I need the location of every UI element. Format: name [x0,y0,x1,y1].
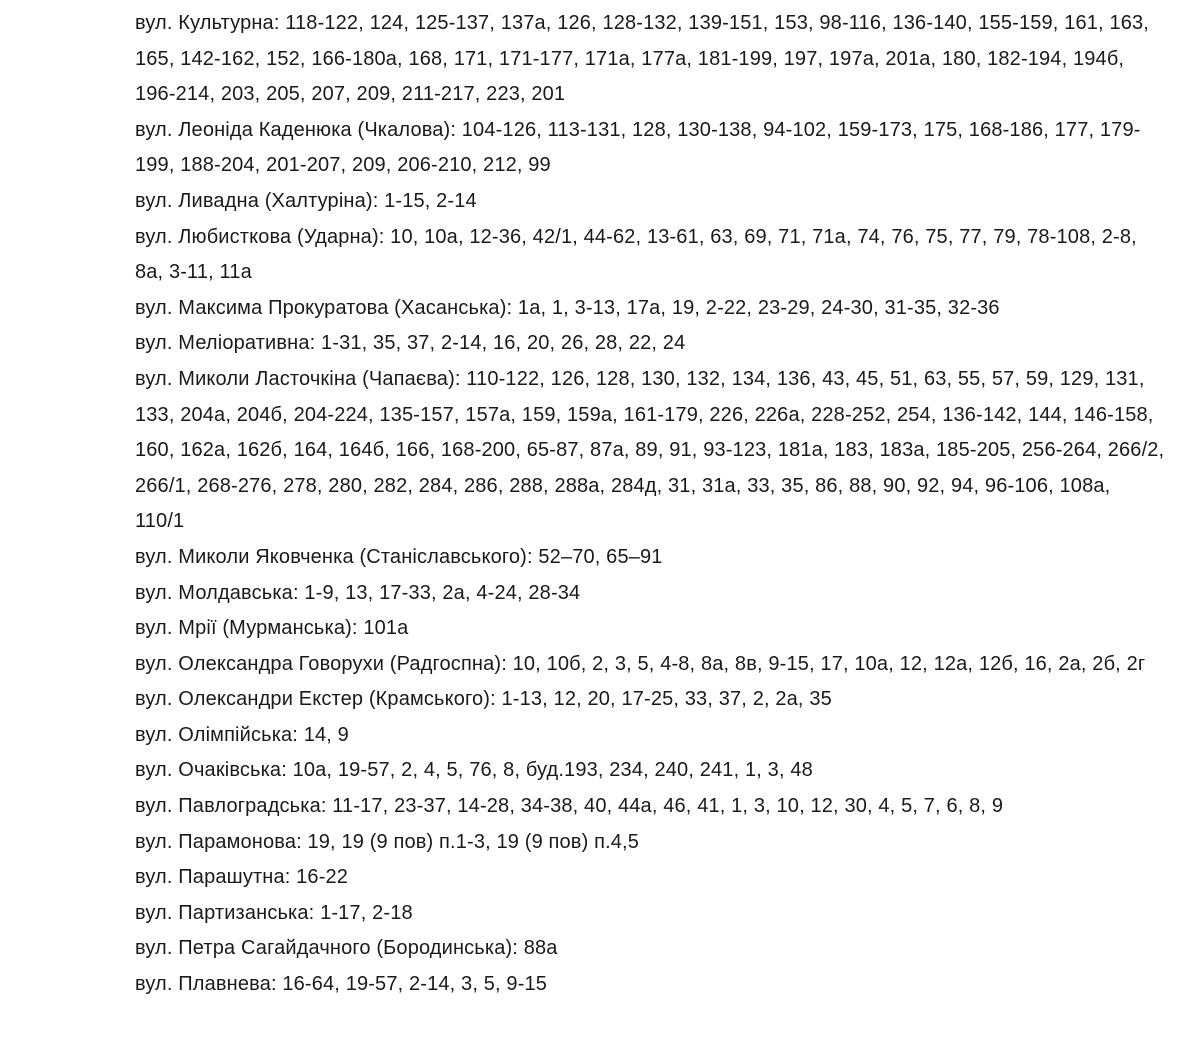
street-entry-ekster: вул. Олександри Екстер (Крамського): 1-13, 12, 20, 17-25, 33, 37, 2, 2а, 35 [135,688,832,711]
street-entry-lastochkina: вул. Миколи Ласточкіна (Чапаєва): 110-122, 126, 128, 130, 132, 134, 136, 43, 45, 51, 63, 55, 57, 59, 129, 131, 133, 204а, 204б, 204-224, 135-157, 157а, 159, 159а, 161-179, 226, 226а, 228-252, 254, 136-142, 144, 146-158, 160, 162а, 162б, 164, 164б, 166, 168-200, 65-87, 87а, 89, 91, 93-123, 181а, 183, 183а, 185-205, 256-264, 266/2, 266/1, 268-276, 278, 280, 282, 284, 286, 288, 288а, 284д, 31, 31а, 33, 35, 86, 88, 90, 92, 94, 96-106, 108а, 110/1 [135,367,1165,533]
street-address-list [135,6,1165,1003]
street-entry-liubystkova: вул. Любисткова (Ударна): 10, 10а, 12-36, 42/1, 44-62, 13-61, 63, 69, 71, 71а, 74, 76, 75, 77, 79, 78-108, 2-8, 8а, 3-11, 11а [135,225,1137,284]
street-entry-moldavska: вул. Молдавська: 1-9, 13, 17-33, 2а, 4-24, 28-34 [135,581,581,604]
street-entry-meliorativna: вул. Меліоративна: 1-31, 35, 37, 2-14, 16, 20, 26, 28, 22, 24 [135,332,686,355]
street-entry-paramonova: вул. Парамонова: 19, 19 (9 пов) п.1-3, 19 (9 пов) п.4,5 [135,830,640,853]
street-entry-partyzanska: вул. Партизанська: 1-17, 2-18 [135,901,413,924]
street-entry-kulturna: вул. Культурна: 118-122, 124, 125-137, 137а, 126, 128-132, 139-151, 153, 98-116, 136-140, 155-159, 161, 163, 165, 142-162, 152, 166-180а, 168, 171, 171-177, 171а, 177а, 181-199, 197, 197а, 201а, 180, 182-194, 194б, 196-214, 203, 205, 207, 209, 211-217, 223, 201 [135,12,1149,106]
street-entry-parashutna: вул. Парашутна: 16-22 [135,866,349,889]
street-entry-plavneva: вул. Плавнева: 16-64, 19-57, 2-14, 3, 5, 9-15 [135,973,548,996]
street-entry-olimpiiska: вул. Олімпійська: 14, 9 [135,723,349,746]
street-entry-hovorukhy: вул. Олександра Говорухи (Радгоспна): 10, 10б, 2, 3, 5, 4-8, 8а, 8в, 9-15, 17, 10а, 12, 12а, 12б, 16, 2а, 2б, 2г [135,652,1146,675]
street-entry-lyvadna: вул. Ливадна (Халтуріна): 1-15, 2-14 [135,189,477,212]
street-entry-ochakivska: вул. Очаківська: 10а, 19-57, 2, 4, 5, 76, 8, буд.193, 234, 240, 241, 1, 3, 48 [135,759,813,782]
street-entry-prokuratova: вул. Максима Прокуратова (Хасанська): 1а, 1, 3-13, 17а, 19, 2-22, 23-29, 24-30, 31-35, 32-36 [135,296,1000,319]
street-entry-pavlohradska: вул. Павлоградська: 11-17, 23-37, 14-28, 34-38, 40, 44а, 46, 41, 1, 3, 10, 12, 30, 4, 5, 7, 6, 8, 9 [135,795,1004,818]
street-entry-kadeniuka: вул. Леоніда Каденюка (Чкалова): 104-126, 113-131, 128, 130-138, 94-102, 159-173, 175, 168-186, 177, 179-199, 188-204, 201-207, 209, 206-210, 212, 99 [135,118,1141,177]
street-entry-sahaidachnoho: вул. Петра Сагайдачного (Бородинська): 88а [135,937,558,960]
street-entry-mrii: вул. Мрії (Мурманська): 101а [135,617,409,640]
street-entry-yakovchenka: вул. Миколи Яковченка (Станіславського): 52–70, 65–91 [135,545,663,568]
